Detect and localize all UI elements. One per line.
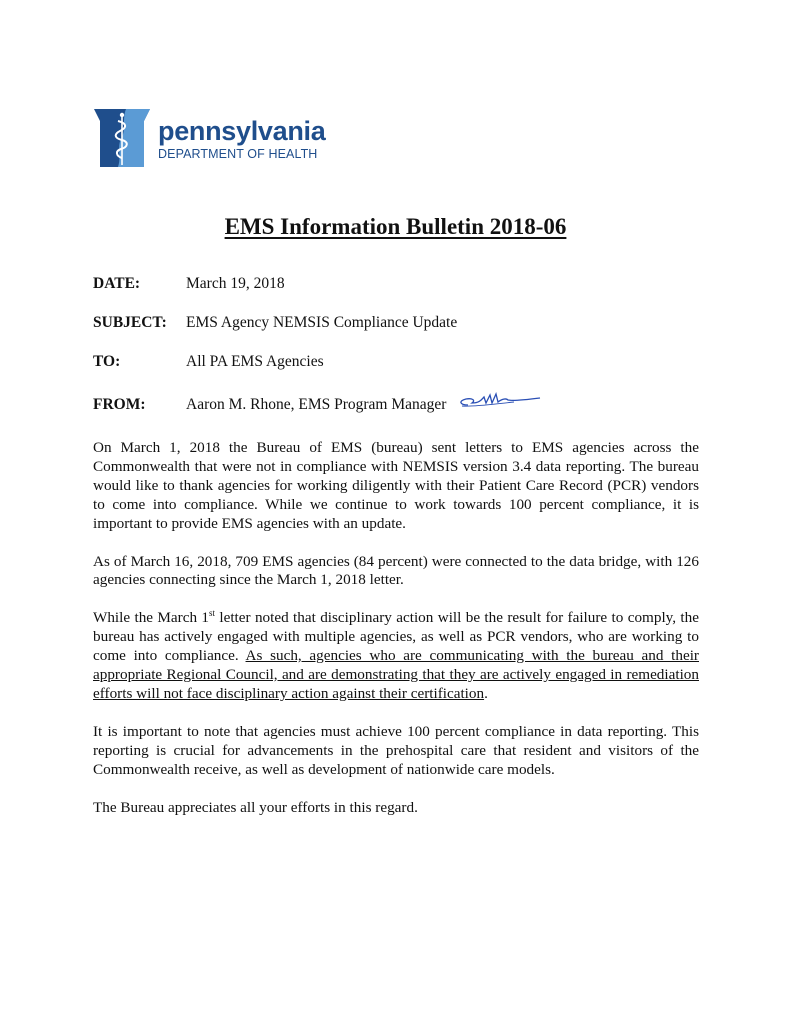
keystone-caduceus-icon [92, 107, 152, 169]
paragraph-3: While the March 1st letter noted that disciplinary action will be the result for failure to comply, the bureau has actively engaged with multiple agencies, as well as PCR vendors, who are working to come into compliance. As such, agencies who are communicating with the bureau and their appropriate Regional Council, and are demonstrating that they are actively engaged in remediation efforts will not face disciplinary action against their certification. [93, 608, 699, 702]
to-row [93, 353, 542, 392]
paragraph-4: It is important to note that agencies must achieve 100 percent compliance in data reporting. This reporting is crucial for advancements in the prehospital care that resident and visitors of the Commonwealth receive, as well as development of nationwide care models. [93, 722, 699, 778]
underlined-statement: As such, agencies who are communicating with the bureau and their appropriate Regional Council, and are demonstrating that they are actively engaged in remediation efforts will not face disciplinary action against their certification [93, 647, 699, 702]
subject-row [93, 314, 542, 353]
bulletin-title: EMS Information Bulletin 2018-06 [224, 214, 567, 239]
logo-name: pennsylvania [158, 115, 326, 146]
date-row [93, 275, 542, 314]
paragraph-5: The Bureau appreciates all your efforts in this regard. [93, 798, 418, 816]
date-label: DATE: [93, 275, 141, 292]
from-label: FROM: [93, 396, 146, 413]
subject-value: EMS Agency NEMSIS Compliance Update [186, 314, 458, 331]
to-value: All PA EMS Agencies [186, 353, 324, 370]
paragraph-2: As of March 16, 2018, 709 EMS agencies (84 percent) were connected to the data bridge, with 126 agencies connecting since the March 1, 2018 letter. [93, 552, 699, 589]
bulletin-body [93, 439, 699, 818]
from-value: Aaron M. Rhone, EMS Program Manager [186, 396, 447, 413]
pa-doh-logo [92, 107, 325, 169]
memo-header [93, 275, 542, 435]
subject-label: SUBJECT: [93, 314, 167, 331]
signature-icon [454, 391, 542, 413]
to-label: TO: [93, 353, 121, 370]
date-value: March 19, 2018 [186, 275, 285, 292]
from-row [93, 396, 542, 435]
logo-department: DEPARTMENT OF HEALTH [158, 146, 318, 161]
paragraph-1: On March 1, 2018 the Bureau of EMS (bureau) sent letters to EMS agencies across the Commonwealth that were not in compliance with NEMSIS version 3.4 data reporting. The bureau would like to thank agencies for working diligently with their Patient Care Record (PCR) vendors to come into compliance. While we continue to work towards 100 percent compliance, it is important to provide EMS agencies with an update. [93, 439, 699, 532]
